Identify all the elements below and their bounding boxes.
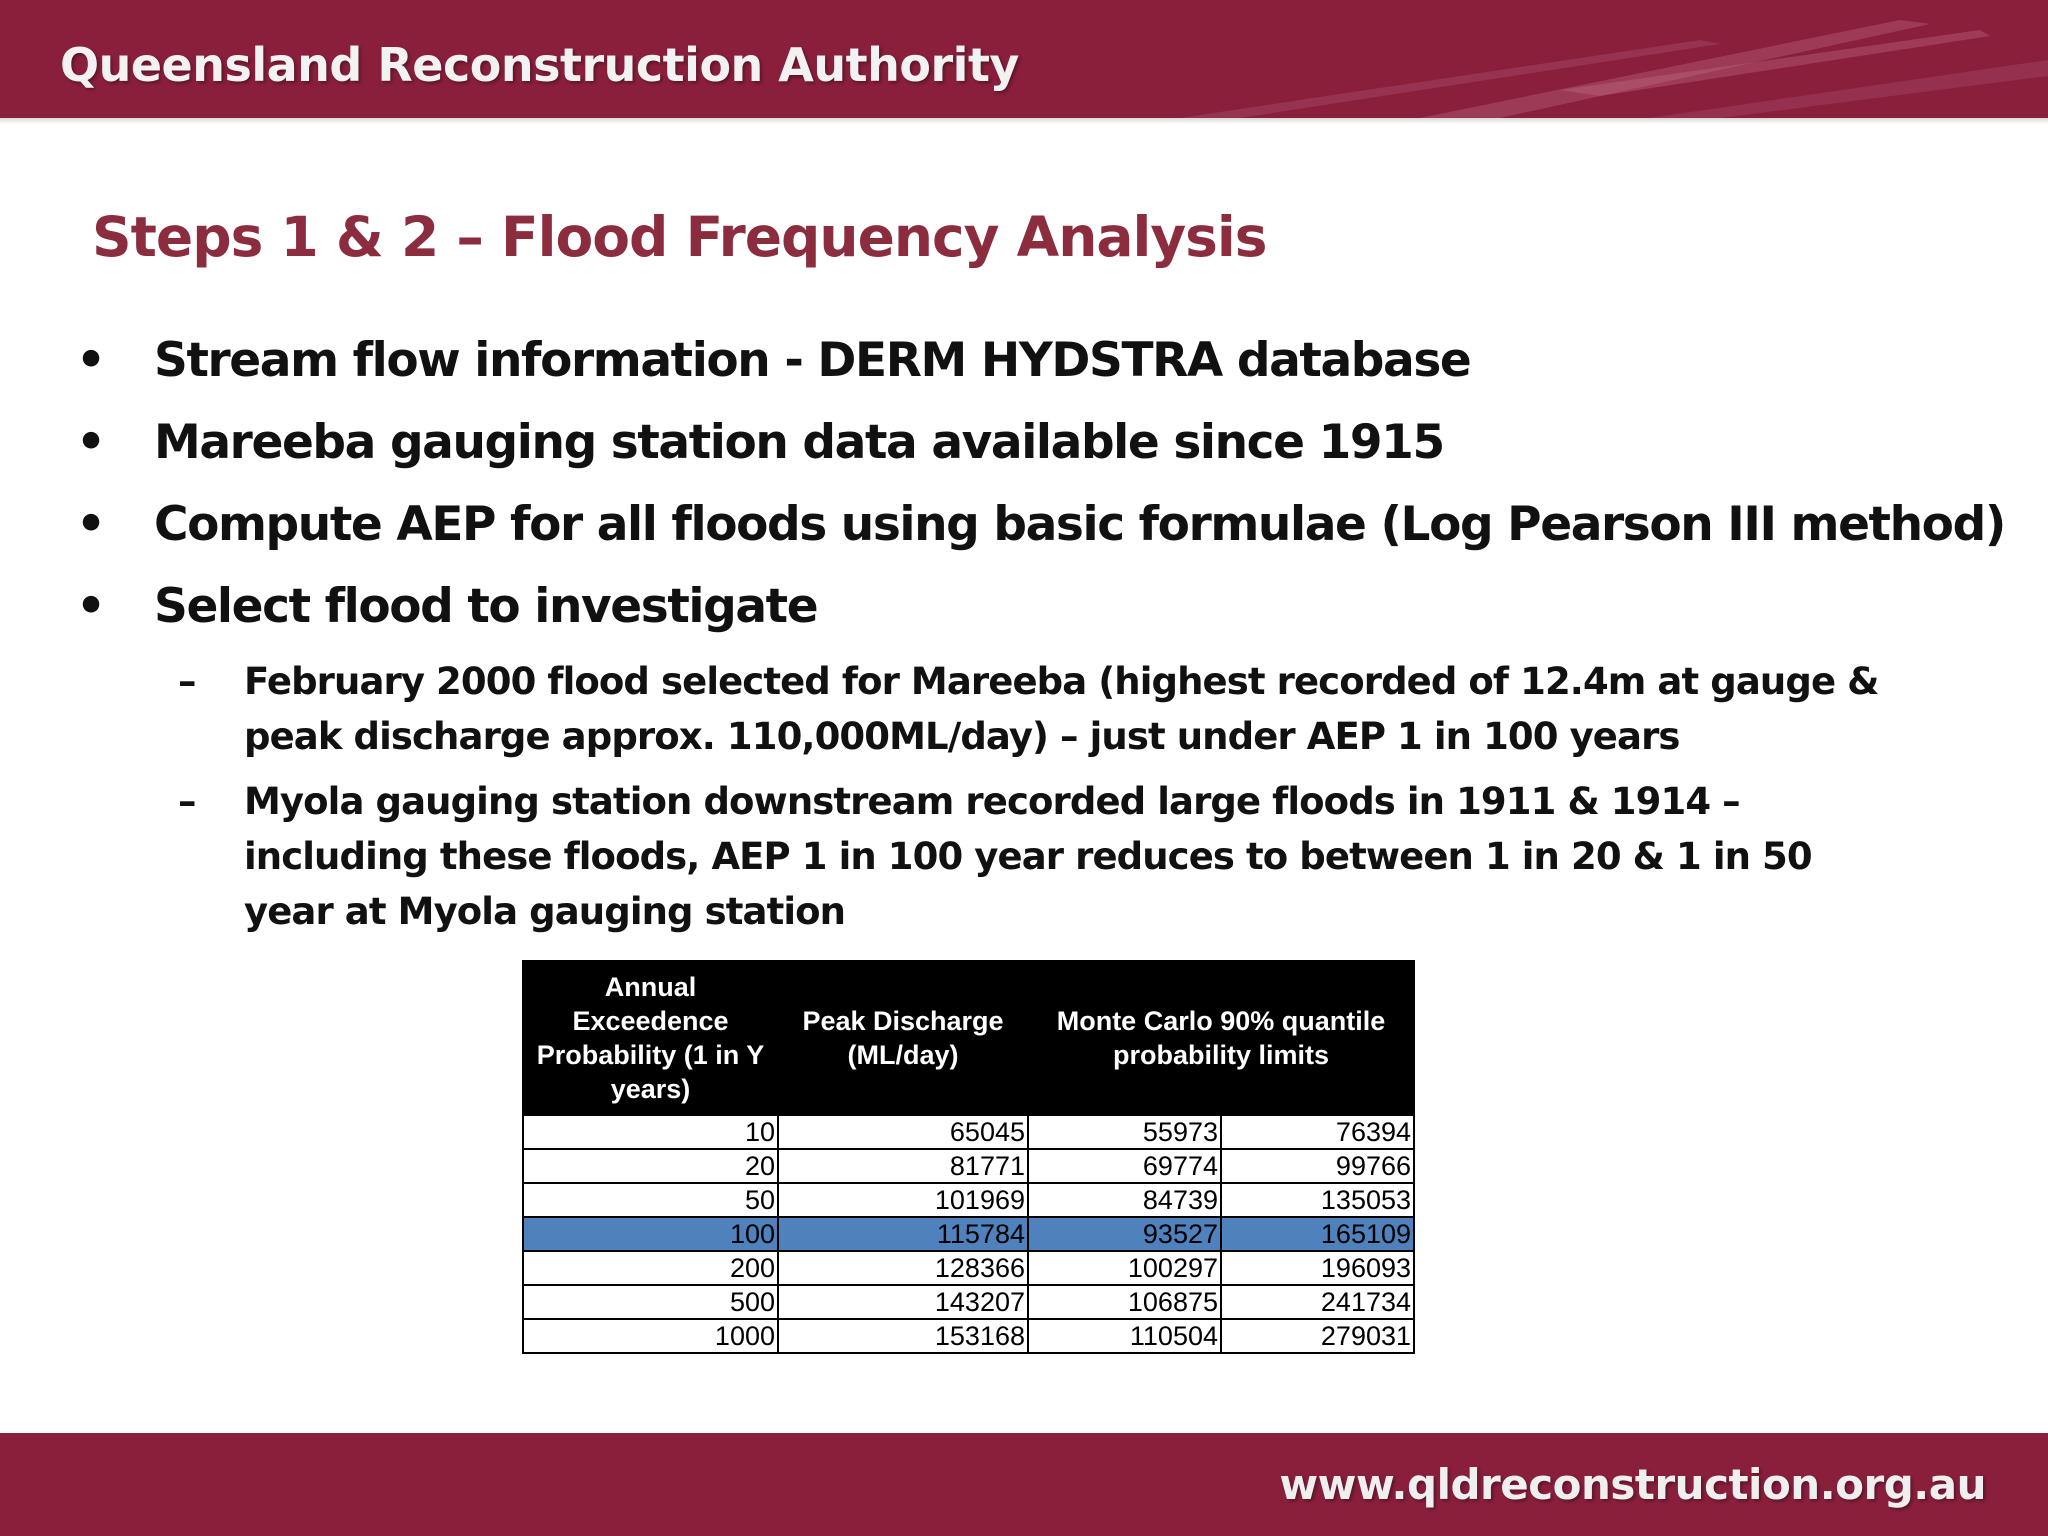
table-cell: 84739 xyxy=(1028,1183,1221,1217)
flood-frequency-table xyxy=(522,960,1415,1354)
table-cell: 65045 xyxy=(778,1115,1028,1149)
sub-bullet-text: Myola gauging station downstream recorded large floods in 1911 & 1914 – including these floods, AEP 1 in 100 year reduces to between 1 in 20 & 1 in 50 year at Myola gauging station xyxy=(244,780,1812,933)
header-shadow xyxy=(0,118,2048,124)
table-cell: 196093 xyxy=(1221,1251,1414,1285)
table-header-row xyxy=(523,961,1414,1115)
table-cell: 101969 xyxy=(778,1183,1028,1217)
table-row xyxy=(523,1319,1414,1353)
table-cell: 10 xyxy=(523,1115,778,1149)
bullet-text: Compute AEP for all floods using basic formulae (Log Pearson III method) xyxy=(154,497,2005,552)
table-cell: 81771 xyxy=(778,1149,1028,1183)
table-cell: 200 xyxy=(523,1251,778,1285)
dash-icon: – xyxy=(178,780,196,823)
table-cell: 1000 xyxy=(523,1319,778,1353)
table-cell: 153168 xyxy=(778,1319,1028,1353)
table-cell: 500 xyxy=(523,1285,778,1319)
slide-title: Steps 1 & 2 – Flood Frequency Analysis xyxy=(92,205,1267,269)
table-cell: 128366 xyxy=(778,1251,1028,1285)
table-cell: 106875 xyxy=(1028,1285,1221,1319)
bullet-icon: • xyxy=(76,333,105,388)
table-cell: 100297 xyxy=(1028,1251,1221,1285)
table-row xyxy=(523,1149,1414,1183)
dash-icon: – xyxy=(178,660,196,703)
table-cell: 143207 xyxy=(778,1285,1028,1319)
bullet-icon: • xyxy=(76,497,105,552)
table-cell: 279031 xyxy=(1221,1319,1414,1353)
table-cell: 115784 xyxy=(778,1217,1028,1251)
table-row xyxy=(523,1115,1414,1149)
table-row xyxy=(523,1251,1414,1285)
table-row xyxy=(523,1285,1414,1319)
table-cell: 69774 xyxy=(1028,1149,1221,1183)
bullet-icon: • xyxy=(76,579,105,634)
table-cell: 55973 xyxy=(1028,1115,1221,1149)
table-cell: 20 xyxy=(523,1149,778,1183)
footer-website-link[interactable]: www.qldreconstruction.org.au xyxy=(1279,1460,1986,1509)
table-row-highlighted xyxy=(523,1217,1414,1251)
table-cell: 110504 xyxy=(1028,1319,1221,1353)
table-cell: 99766 xyxy=(1221,1149,1414,1183)
bullet-text: Stream flow information - DERM HYDSTRA database xyxy=(154,333,1471,388)
sub-bullet-text: February 2000 flood selected for Mareeba (highest recorded of 12.4m at gauge & peak discharge approx. 110,000ML/day) – just under AEP 1 in 100 years xyxy=(244,660,1879,758)
table-cell: 50 xyxy=(523,1183,778,1217)
org-name: Queensland Reconstruction Authority xyxy=(60,38,1019,92)
column-header-monte-carlo: Monte Carlo 90% quantile probability limits xyxy=(1028,961,1414,1115)
table-cell: 76394 xyxy=(1221,1115,1414,1149)
table-cell: 241734 xyxy=(1221,1285,1414,1319)
table-row xyxy=(523,1183,1414,1217)
column-header-peak-discharge: Peak Discharge (ML/day) xyxy=(778,961,1028,1115)
bullet-text: Mareeba gauging station data available since 1915 xyxy=(154,415,1444,470)
table-cell: 100 xyxy=(523,1217,778,1251)
bullet-text: Select flood to investigate xyxy=(154,579,818,634)
table-cell: 135053 xyxy=(1221,1183,1414,1217)
table-cell: 165109 xyxy=(1221,1217,1414,1251)
bullet-icon: • xyxy=(76,415,105,470)
table-cell: 93527 xyxy=(1028,1217,1221,1251)
column-header-aep: Annual Exceedence Probability (1 in Y years) xyxy=(523,961,778,1115)
